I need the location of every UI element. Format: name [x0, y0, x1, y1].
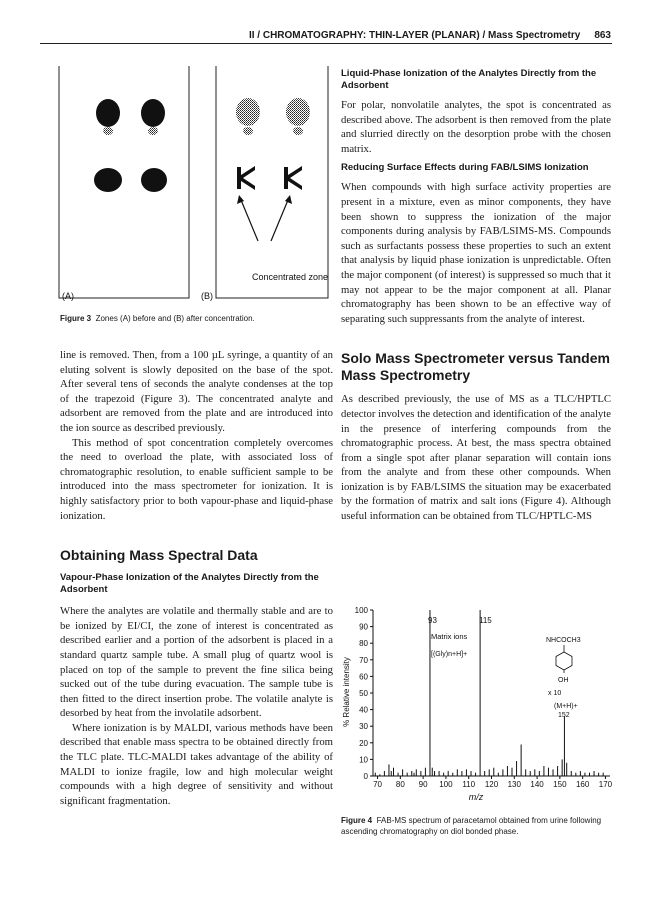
right-paragraph-1: For polar, nonvolatile analytes, the spot is concentrated as described above. The adsorbent is then removed from the plate and slurried directly on the desorption probe with the chosen matrix.: [341, 99, 611, 155]
right-paragraph-3: As described previously, the use of MS as a TLC/HPTLC detector involves the detection and identification of the analyte in the presence of interfering compounds from the chromatographic process. At best, the mass spectra obtained from a single spot after planar separation will contain ions from the analyte and from these other compounds. When ionization is by FAB/LSIMS the situation may be exacerbated by the formation of matrix and salt ions (Figure 4). Although useful information can be obtained from TLC/HPTLC-MS: [341, 393, 611, 523]
spot-after-2: [286, 98, 310, 135]
panel-b-label: (B): [201, 291, 213, 301]
panel-a-label: (A): [62, 291, 74, 301]
x-tick-label-150: 150: [553, 780, 567, 789]
benzene-ring: [556, 652, 572, 670]
figure-4-chart: [336, 602, 616, 810]
label-152: 152: [558, 712, 570, 719]
figure-4-caption-label: Figure 4: [341, 816, 373, 825]
right-column: [341, 68, 611, 524]
page-number: 863: [594, 30, 611, 41]
x-tick-label-170: 170: [598, 780, 613, 789]
label-peak-115: 115: [479, 616, 492, 625]
label-x10: x 10: [548, 690, 562, 697]
figure-3-caption-label: Figure 3: [60, 314, 92, 323]
spot-after-1: [236, 98, 260, 135]
chart-axes: [355, 606, 613, 789]
trapezoid-zone-2: [284, 166, 302, 190]
y-tick-label-100: 100: [354, 606, 368, 615]
y-tick-label-0: 0: [363, 772, 368, 781]
y-axis-title: % Relative intensity: [342, 657, 351, 727]
spot-before-4: [141, 168, 167, 192]
x-tick-label-160: 160: [575, 780, 590, 789]
left-paragraph-2: This method of spot concentration completely overcomes the need to overload the plate, with associated loss of chromatographic resolution, to enable sufficient sample to be introduced into the mass spectrometer for ionization. It is highly satisfactory prior to both vapour-phase and liquid-phase ionization.: [60, 436, 333, 522]
x-tick-label-80: 80: [395, 780, 405, 789]
label-matrix-ions: Matrix ions: [431, 632, 468, 641]
label-peak-93: 93: [428, 616, 437, 625]
chart-peaks: [375, 610, 603, 776]
section-heading-obtaining: Obtaining Mass Spectral Data: [60, 547, 258, 564]
x-tick-label-90: 90: [418, 780, 428, 789]
chart-annotations: [342, 616, 581, 802]
left-paragraph-3: Where the analytes are volatile and thermally stable and are to be ionized by EI/CI, the zone of interest is concentrated as described earlier and a portion of the adsorbent is placed in a standard quartz sample tube. A small plug of quartz wool is placed on top of the sample to prevent the fine silica being sucked out of the tube during evacuation. The sample tube is then fitted to the direct insertion probe. The volatile analyte is desorbed by heat from the involatile adsorbent.: [60, 605, 333, 720]
arrow-2-head: [285, 195, 292, 204]
figure-3-panel-b: [216, 66, 328, 298]
x-axis-title: m/z: [468, 792, 484, 802]
left-paragraph-1: line is removed. Then, from a 100 µL syringe, a quantity of an eluting solvent is slowly deposited on the base of the spot. After several tens of seconds the analyte condenses at the top of the trapezoid (Figure 3). The concentrated analyte and adsorbent are removed from the plate and are introduced into the ion source as described previously.: [60, 349, 333, 434]
y-tick-label-20: 20: [359, 738, 368, 748]
y-tick-label-60: 60: [359, 672, 368, 682]
figure-3-caption: [60, 314, 340, 325]
label-gly-cluster: [(Gly)n+H]+: [431, 651, 468, 658]
x-tick-label-140: 140: [530, 780, 544, 789]
label-nhcoch3: NHCOCH3: [546, 637, 581, 644]
trapezoid-zone-1: [237, 166, 255, 190]
subheading-reducing-surface-effects: Reducing Surface Effects during FAB/LSIMS Ionization: [341, 162, 589, 174]
left-column: [60, 348, 333, 808]
section-heading-solo-vs-tandem: Solo Mass Spectrometer versus Tandem Mass Spectrometry: [341, 350, 610, 384]
subheading-liquid-phase: Liquid-Phase Ionization of the Analytes Directly from the Adsorbent: [341, 68, 597, 91]
right-paragraph-2: When compounds with high surface activity properties are present in a mixture, even as minor components, they have been shown to suppress the ionization of the major components during analysis by FAB/LSIMS-MS. Compounds such as surfactants possess these properties to such an extent that analysis by liquid phase ionization is unpredictable. Often the major component (of interest) is suppressed so much that it may not appear to be the major component at all. Planar chromatography has been shown to be an effective way of separating such suppressants from the analyte of interest.: [341, 181, 611, 325]
figure-3: [56, 62, 332, 310]
x-tick-label-110: 110: [462, 780, 476, 789]
arrow-1-head: [237, 195, 244, 204]
y-tick-label-50: 50: [359, 689, 368, 698]
label-oh: OH: [558, 677, 569, 684]
running-title: II / CHROMATOGRAPHY: THIN-LAYER (PLANAR) / Mass Spectrometry: [248, 30, 581, 41]
running-header: [0, 30, 611, 41]
x-tick-label-100: 100: [439, 780, 453, 789]
y-tick-label-90: 90: [359, 622, 368, 632]
figure-3-caption-text: Zones (A) before and (B) after concentration.: [95, 314, 255, 323]
spot-before-3: [94, 168, 122, 192]
spot-before-1: [96, 99, 120, 135]
x-tick-label-120: 120: [484, 780, 499, 789]
header-rule: [40, 43, 612, 44]
x-tick-label-130: 130: [507, 780, 521, 789]
figure-4-caption-text: FAB-MS spectrum of paracetamol obtained from urine following ascending chromatography on diol bonded phase.: [341, 816, 602, 836]
y-tick-label-40: 40: [359, 705, 368, 715]
figure-3-panel-a: [59, 66, 189, 298]
arrow-1: [241, 200, 258, 241]
y-tick-label-30: 30: [359, 722, 368, 732]
y-tick-label-10: 10: [359, 755, 368, 765]
concentrated-zone-label: Concentrated zone: [251, 272, 329, 282]
label-mh: (M+H)+: [554, 703, 578, 710]
figure-4-caption: [341, 816, 613, 837]
y-tick-label-70: 70: [359, 655, 368, 665]
arrow-2: [271, 200, 288, 241]
spot-before-2: [141, 99, 165, 135]
x-tick-label-70: 70: [373, 780, 383, 789]
subheading-vapour-phase: Vapour-Phase Ionization of the Analytes Directly from the Adsorbent: [60, 572, 319, 596]
y-tick-label-80: 80: [359, 639, 368, 649]
left-paragraph-4: Where ionization is by MALDI, various methods have been described that enable mass spectra to be obtained directly from the TLC plate. TLC-MALDI takes advantage of the ability of MALDI to ionize fragile, low and high molecular weight compounds with a high degree of sensitivity and without significant fragmentation.: [60, 721, 333, 807]
